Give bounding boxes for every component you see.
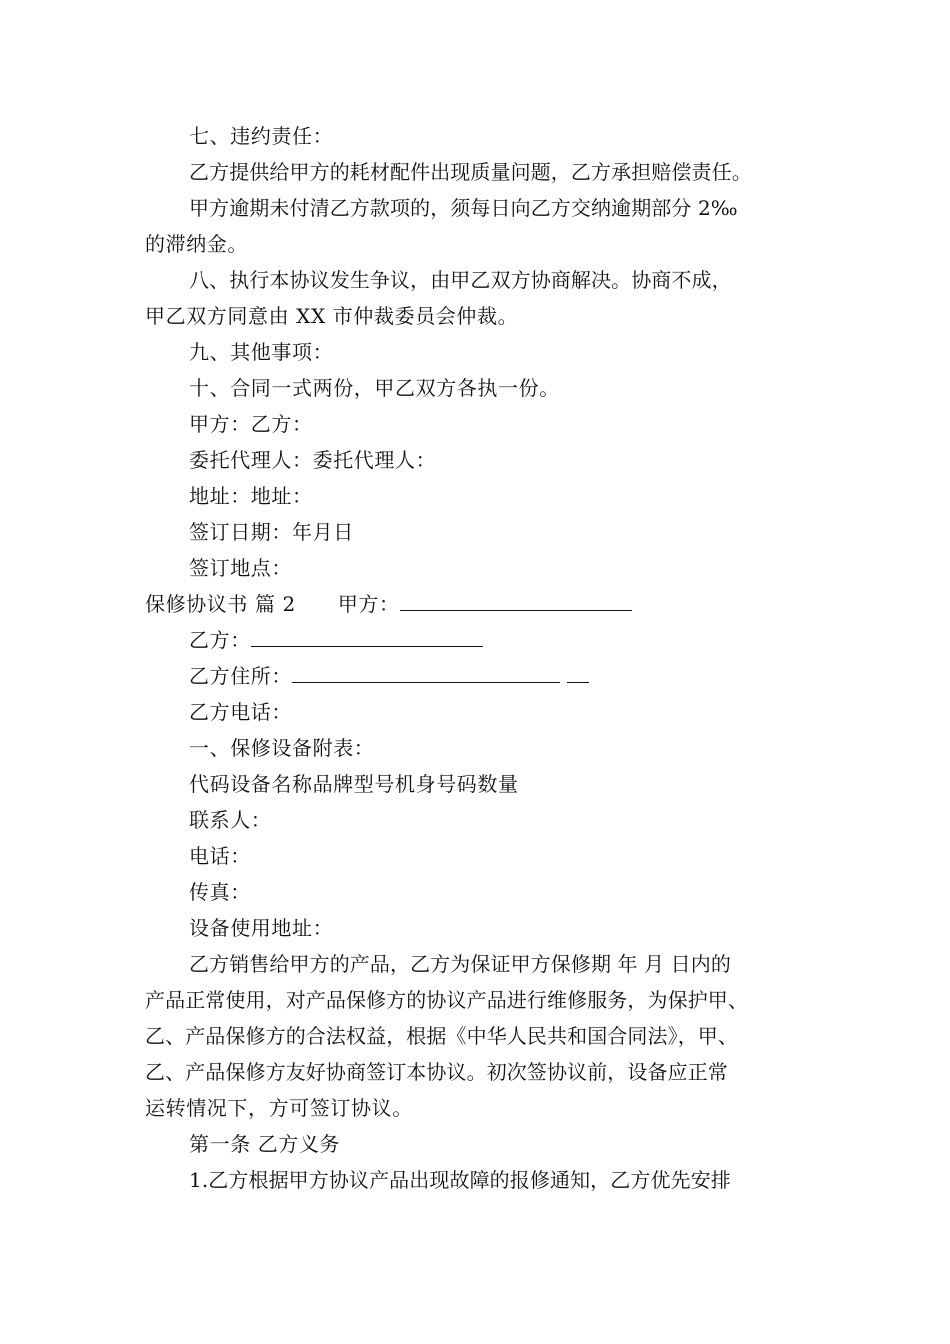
document-body <box>145 118 810 1198</box>
party-b-address-blank <box>292 660 560 683</box>
signature-address-line: 地址：地址： <box>189 484 313 508</box>
section-2-header-line <box>145 586 810 622</box>
paragraph-line: 甲乙双方同意由 XX 市仲裁委员会仲裁。 <box>145 304 519 328</box>
article-1-heading: 第一条 乙方义务 <box>189 1132 341 1156</box>
party-b-label: 乙方： <box>189 628 251 652</box>
section-2-title: 保修协议书 篇 2 <box>145 592 296 616</box>
usage-address-label: 设备使用地址： <box>189 916 334 940</box>
signature-party-line: 甲方：乙方： <box>189 412 313 436</box>
party-a-label: 甲方： <box>337 592 400 616</box>
paragraph-line: 运转情况下，方可签订协议。 <box>145 1096 413 1120</box>
phone-label: 电话： <box>189 844 251 868</box>
party-b-blank <box>251 624 483 647</box>
signature-date-line: 签订日期：年月日 <box>189 520 354 544</box>
party-b-address-blank-tail <box>567 660 589 683</box>
signature-agent-line: 委托代理人：委托代理人： <box>189 448 437 472</box>
clause-10-line: 十、合同一式两份，甲乙双方各执一份。 <box>189 376 560 400</box>
paragraph-line: 乙方提供给甲方的耗材配件出现质量问题，乙方承担赔偿责任。 <box>189 160 752 184</box>
clause-7-heading: 七、违约责任： <box>189 124 334 148</box>
article-1-item-1: 1.乙方根据甲方协议产品出现故障的报修通知，乙方优先安排 <box>189 1168 731 1192</box>
clause-9-heading: 九、其他事项： <box>189 340 334 364</box>
equipment-table-columns: 代码设备名称品牌型号机身号码数量 <box>189 772 519 796</box>
paragraph-line: 乙方销售给甲方的产品，乙方为保证甲方保修期 年 月 日内的 <box>189 952 731 976</box>
paragraph-line: 甲方逾期未付清乙方款项的，须每日向乙方交纳逾期部分 2‰ <box>189 196 738 220</box>
contact-label: 联系人： <box>189 808 272 832</box>
paragraph-line: 乙、产品保修方的合法权益，根据《中华人民共和国合同法》，甲、 <box>145 1024 738 1048</box>
party-b-address-line <box>145 658 810 694</box>
equipment-table-heading: 一、保修设备附表： <box>189 736 375 760</box>
paragraph-line: 的滞纳金。 <box>145 232 248 256</box>
party-b-line <box>145 622 810 658</box>
party-b-phone-line: 乙方电话： <box>189 700 292 724</box>
paragraph-line: 产品正常使用，对产品保修方的协议产品进行维修服务，为保护甲、 <box>145 988 748 1012</box>
party-a-blank <box>400 588 632 611</box>
clause-8-line: 八、执行本协议发生争议，由甲乙双方协商解决。协商不成， <box>189 268 732 292</box>
fax-label: 传真： <box>189 880 251 904</box>
paragraph-line: 乙、产品保修方友好协商签订本协议。初次签协议前，设备应正常 <box>145 1060 728 1084</box>
party-b-address-label: 乙方住所： <box>189 664 292 688</box>
signature-place-line: 签订地点： <box>189 556 292 580</box>
